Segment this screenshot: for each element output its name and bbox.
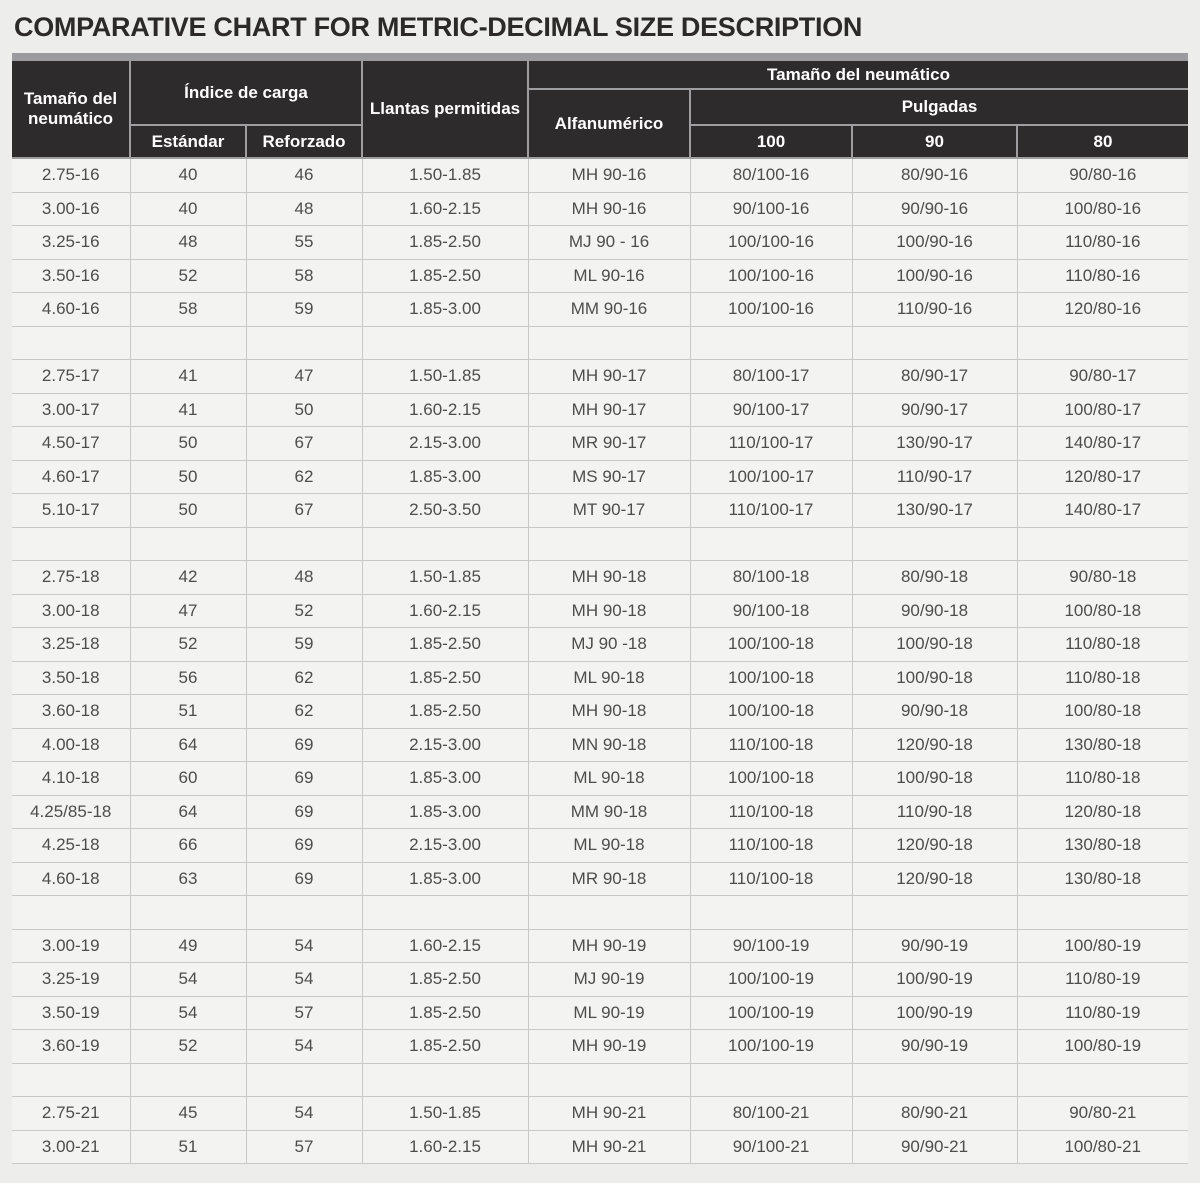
header-standard: Estándar <box>130 125 246 158</box>
table-cell: 90/90-16 <box>852 192 1017 226</box>
table-cell: 3.00-17 <box>12 393 130 427</box>
table-top-strip <box>12 53 1188 61</box>
table-cell: 120/90-18 <box>852 829 1017 863</box>
table-cell: 4.00-18 <box>12 728 130 762</box>
table-cell: 1.85-2.50 <box>362 628 528 662</box>
table-cell: 46 <box>246 158 362 192</box>
table-cell: 90/90-18 <box>852 594 1017 628</box>
table-cell: 90/100-19 <box>690 929 852 963</box>
table-row <box>12 158 1188 192</box>
table-cell: 100/90-19 <box>852 996 1017 1030</box>
table-cell: 3.25-18 <box>12 628 130 662</box>
table-cell: 120/80-18 <box>1017 795 1188 829</box>
table-cell: 100/100-19 <box>690 996 852 1030</box>
table-cell: 1.85-2.50 <box>362 963 528 997</box>
table-cell: 59 <box>246 293 362 327</box>
table-cell: 110/80-18 <box>1017 762 1188 796</box>
table-cell: 110/80-19 <box>1017 996 1188 1030</box>
table-cell: 48 <box>130 226 246 260</box>
table-cell: 110/100-17 <box>690 494 852 528</box>
table-cell: 2.15-3.00 <box>362 728 528 762</box>
table-cell: MR 90-18 <box>528 862 690 896</box>
table-cell: 110/90-17 <box>852 460 1017 494</box>
table-cell: 4.60-16 <box>12 293 130 327</box>
spacer-cell <box>852 1063 1017 1097</box>
table-cell: 110/90-18 <box>852 795 1017 829</box>
table-cell: 90/80-17 <box>1017 360 1188 394</box>
spacer-cell <box>362 326 528 360</box>
table-cell: 110/100-17 <box>690 427 852 461</box>
table-cell: 120/80-16 <box>1017 293 1188 327</box>
table-cell: 100/100-19 <box>690 1030 852 1064</box>
table-cell: MJ 90 - 16 <box>528 226 690 260</box>
table-cell: MH 90-19 <box>528 1030 690 1064</box>
table-row <box>12 762 1188 796</box>
header-inch-80: 80 <box>1017 125 1188 158</box>
table-cell: 54 <box>246 963 362 997</box>
table-cell: 3.25-16 <box>12 226 130 260</box>
table-cell: 2.15-3.00 <box>362 829 528 863</box>
table-cell: 100/100-16 <box>690 293 852 327</box>
table-cell: 100/80-16 <box>1017 192 1188 226</box>
spacer-cell <box>12 1063 130 1097</box>
table-cell: MJ 90 -18 <box>528 628 690 662</box>
table-cell: MH 90-18 <box>528 561 690 595</box>
table-cell: 3.00-19 <box>12 929 130 963</box>
table-cell: 54 <box>246 1097 362 1131</box>
table-row <box>12 393 1188 427</box>
table-cell: 130/80-18 <box>1017 862 1188 896</box>
table-cell: 4.60-17 <box>12 460 130 494</box>
table-row <box>12 1030 1188 1064</box>
table-row <box>12 862 1188 896</box>
table-header <box>12 61 1188 158</box>
spacer-cell <box>362 527 528 561</box>
table-cell: 42 <box>130 561 246 595</box>
table-cell: 56 <box>130 661 246 695</box>
table-cell: 100/80-18 <box>1017 594 1188 628</box>
table-cell: 48 <box>246 192 362 226</box>
table-cell: MN 90-18 <box>528 728 690 762</box>
table-cell: 100/90-16 <box>852 226 1017 260</box>
table-cell: 100/100-18 <box>690 762 852 796</box>
table-cell: 50 <box>130 460 246 494</box>
table-row <box>12 661 1188 695</box>
table-cell: 130/90-17 <box>852 494 1017 528</box>
table-cell: 1.60-2.15 <box>362 594 528 628</box>
table-cell: 110/80-16 <box>1017 259 1188 293</box>
header-tire-size: Tamaño del neumático <box>12 61 130 158</box>
table-cell: MH 90-18 <box>528 594 690 628</box>
table-cell: 80/100-16 <box>690 158 852 192</box>
table-cell: 100/90-18 <box>852 762 1017 796</box>
table-cell: 90/90-21 <box>852 1130 1017 1164</box>
table-cell: 130/80-18 <box>1017 728 1188 762</box>
table-cell: 54 <box>246 929 362 963</box>
table-row <box>12 226 1188 260</box>
table-cell: MS 90-17 <box>528 460 690 494</box>
table-cell: 3.50-16 <box>12 259 130 293</box>
table-cell: 110/80-19 <box>1017 963 1188 997</box>
table-cell: MR 90-17 <box>528 427 690 461</box>
spacer-cell <box>362 896 528 930</box>
header-alphanumeric: Alfanumérico <box>528 89 690 158</box>
table-cell: 3.50-18 <box>12 661 130 695</box>
table-cell: 110/100-18 <box>690 795 852 829</box>
table-cell: 1.50-1.85 <box>362 360 528 394</box>
spacer-cell <box>246 326 362 360</box>
table-cell: 100/100-16 <box>690 259 852 293</box>
table-row <box>12 192 1188 226</box>
spacer-cell <box>528 1063 690 1097</box>
table-cell: 1.85-2.50 <box>362 259 528 293</box>
table-cell: MH 90-21 <box>528 1097 690 1131</box>
table-cell: 54 <box>246 1030 362 1064</box>
spacer-cell <box>12 896 130 930</box>
header-inch-90: 90 <box>852 125 1017 158</box>
table-cell: 110/100-18 <box>690 829 852 863</box>
table-cell: 4.25-18 <box>12 829 130 863</box>
table-cell: 1.60-2.15 <box>362 929 528 963</box>
table-cell: 3.00-18 <box>12 594 130 628</box>
table-cell: 52 <box>130 628 246 662</box>
table-cell: 1.85-3.00 <box>362 795 528 829</box>
table-cell: 110/100-18 <box>690 728 852 762</box>
table-cell: 51 <box>130 1130 246 1164</box>
table-cell: 100/90-16 <box>852 259 1017 293</box>
table-cell: 64 <box>130 795 246 829</box>
table-cell: 4.50-17 <box>12 427 130 461</box>
table-cell: 90/100-16 <box>690 192 852 226</box>
table-cell: 47 <box>130 594 246 628</box>
table-cell: 69 <box>246 862 362 896</box>
table-row <box>12 561 1188 595</box>
table-cell: MH 90-21 <box>528 1130 690 1164</box>
table-cell: 50 <box>246 393 362 427</box>
table-row <box>12 628 1188 662</box>
table-cell: 54 <box>130 996 246 1030</box>
table-cell: 90/90-19 <box>852 929 1017 963</box>
spacer-cell <box>690 326 852 360</box>
spacer-cell <box>690 527 852 561</box>
table-cell: 110/80-18 <box>1017 628 1188 662</box>
spacer-cell <box>130 527 246 561</box>
table-cell: 59 <box>246 628 362 662</box>
table-cell: 90/100-21 <box>690 1130 852 1164</box>
spacer-cell <box>246 896 362 930</box>
table-cell: 62 <box>246 460 362 494</box>
table-cell: 90/80-16 <box>1017 158 1188 192</box>
table-cell: 100/80-17 <box>1017 393 1188 427</box>
table-cell: 80/100-21 <box>690 1097 852 1131</box>
table-cell: MT 90-17 <box>528 494 690 528</box>
table-cell: 40 <box>130 192 246 226</box>
table-cell: 1.85-2.50 <box>362 226 528 260</box>
table-cell: 55 <box>246 226 362 260</box>
table-row <box>12 929 1188 963</box>
table-cell: 80/100-18 <box>690 561 852 595</box>
table-cell: 80/90-21 <box>852 1097 1017 1131</box>
spacer-row <box>12 527 1188 561</box>
table-cell: 63 <box>130 862 246 896</box>
table-cell: 64 <box>130 728 246 762</box>
table-cell: 2.15-3.00 <box>362 427 528 461</box>
table-cell: 48 <box>246 561 362 595</box>
table-cell: 60 <box>130 762 246 796</box>
table-cell: 5.10-17 <box>12 494 130 528</box>
table-cell: 52 <box>130 1030 246 1064</box>
table-cell: 57 <box>246 996 362 1030</box>
table-cell: 130/90-17 <box>852 427 1017 461</box>
table-cell: 4.60-18 <box>12 862 130 896</box>
spacer-cell <box>852 527 1017 561</box>
table-cell: 140/80-17 <box>1017 427 1188 461</box>
table-body <box>12 158 1188 1164</box>
table-cell: 110/90-16 <box>852 293 1017 327</box>
table-cell: 2.75-17 <box>12 360 130 394</box>
spacer-cell <box>852 896 1017 930</box>
table-cell: 49 <box>130 929 246 963</box>
table-cell: 3.00-21 <box>12 1130 130 1164</box>
table-cell: MH 90-17 <box>528 393 690 427</box>
spacer-cell <box>1017 326 1188 360</box>
table-cell: 100/100-16 <box>690 226 852 260</box>
table-row <box>12 494 1188 528</box>
table-cell: 100/100-19 <box>690 963 852 997</box>
header-inch-100: 100 <box>690 125 852 158</box>
table-cell: 1.50-1.85 <box>362 561 528 595</box>
table-cell: 3.50-19 <box>12 996 130 1030</box>
table-cell: 120/80-17 <box>1017 460 1188 494</box>
table-cell: 1.85-3.00 <box>362 460 528 494</box>
table-cell: 62 <box>246 661 362 695</box>
spacer-cell <box>690 896 852 930</box>
table-cell: 4.25/85-18 <box>12 795 130 829</box>
table-cell: 41 <box>130 360 246 394</box>
spacer-cell <box>1017 1063 1188 1097</box>
table-cell: 47 <box>246 360 362 394</box>
table-cell: 1.60-2.15 <box>362 393 528 427</box>
table-cell: 100/90-18 <box>852 661 1017 695</box>
header-rims-allowed: Llantas permitidas <box>362 61 528 158</box>
table-cell: 52 <box>130 259 246 293</box>
table-cell: 67 <box>246 494 362 528</box>
spacer-cell <box>852 326 1017 360</box>
table-cell: 1.85-2.50 <box>362 1030 528 1064</box>
table-row <box>12 293 1188 327</box>
spacer-cell <box>130 1063 246 1097</box>
table-cell: 130/80-18 <box>1017 829 1188 863</box>
table-cell: 120/90-18 <box>852 862 1017 896</box>
table-row <box>12 963 1188 997</box>
table-cell: 1.50-1.85 <box>362 158 528 192</box>
table-row <box>12 360 1188 394</box>
table-cell: 90/80-18 <box>1017 561 1188 595</box>
table-cell: 100/80-18 <box>1017 695 1188 729</box>
table-cell: 90/90-18 <box>852 695 1017 729</box>
spacer-cell <box>12 326 130 360</box>
spacer-cell <box>130 326 246 360</box>
table-cell: 3.25-19 <box>12 963 130 997</box>
table-cell: 58 <box>246 259 362 293</box>
table-row <box>12 259 1188 293</box>
table-cell: 57 <box>246 1130 362 1164</box>
table-cell: 69 <box>246 829 362 863</box>
table-cell: 120/90-18 <box>852 728 1017 762</box>
table-cell: 100/100-18 <box>690 661 852 695</box>
table-cell: 100/100-18 <box>690 695 852 729</box>
table-cell: 3.60-19 <box>12 1030 130 1064</box>
table-cell: 1.60-2.15 <box>362 192 528 226</box>
table-cell: 54 <box>130 963 246 997</box>
table-cell: 1.85-3.00 <box>362 293 528 327</box>
table-row <box>12 728 1188 762</box>
header-reinforced: Reforzado <box>246 125 362 158</box>
table-cell: 80/90-17 <box>852 360 1017 394</box>
table-cell: 2.75-21 <box>12 1097 130 1131</box>
table-cell: 80/90-16 <box>852 158 1017 192</box>
table-row <box>12 695 1188 729</box>
table-cell: 100/100-17 <box>690 460 852 494</box>
table-cell: 90/90-19 <box>852 1030 1017 1064</box>
table-cell: MH 90-16 <box>528 158 690 192</box>
table-cell: 100/80-21 <box>1017 1130 1188 1164</box>
table-cell: 62 <box>246 695 362 729</box>
table-cell: 52 <box>246 594 362 628</box>
table-cell: 1.85-2.50 <box>362 661 528 695</box>
spacer-cell <box>362 1063 528 1097</box>
table-cell: 2.75-18 <box>12 561 130 595</box>
table-cell: ML 90-18 <box>528 829 690 863</box>
table-cell: 1.50-1.85 <box>362 1097 528 1131</box>
spacer-cell <box>246 527 362 561</box>
page-title: COMPARATIVE CHART FOR METRIC-DECIMAL SIZE DESCRIPTION <box>14 12 863 42</box>
table-cell: 50 <box>130 494 246 528</box>
spacer-row <box>12 1063 1188 1097</box>
table-cell: 66 <box>130 829 246 863</box>
table-cell: 100/90-18 <box>852 628 1017 662</box>
table-cell: MH 90-17 <box>528 360 690 394</box>
spacer-cell <box>528 527 690 561</box>
table-row <box>12 1130 1188 1164</box>
table-row <box>12 996 1188 1030</box>
table-cell: 1.85-2.50 <box>362 996 528 1030</box>
table-cell: 90/100-18 <box>690 594 852 628</box>
table-cell: 67 <box>246 427 362 461</box>
table-cell: 3.00-16 <box>12 192 130 226</box>
table-cell: MM 90-16 <box>528 293 690 327</box>
table-cell: 45 <box>130 1097 246 1131</box>
table-cell: MH 90-19 <box>528 929 690 963</box>
table-cell: 50 <box>130 427 246 461</box>
header-load-index: Índice de carga <box>130 61 362 125</box>
table-cell: 69 <box>246 762 362 796</box>
table-cell: ML 90-16 <box>528 259 690 293</box>
table-row <box>12 460 1188 494</box>
spacer-cell <box>528 896 690 930</box>
table-cell: 110/80-16 <box>1017 226 1188 260</box>
table-cell: 90/80-21 <box>1017 1097 1188 1131</box>
table-cell: 110/80-18 <box>1017 661 1188 695</box>
header-inches: Pulgadas <box>690 89 1188 125</box>
table-cell: 80/90-18 <box>852 561 1017 595</box>
spacer-cell <box>690 1063 852 1097</box>
header-tire-size-group: Tamaño del neumático <box>528 61 1188 89</box>
table-row <box>12 829 1188 863</box>
table-cell: 2.50-3.50 <box>362 494 528 528</box>
table-cell: 51 <box>130 695 246 729</box>
spacer-cell <box>246 1063 362 1097</box>
spacer-cell <box>1017 896 1188 930</box>
table-row <box>12 1097 1188 1131</box>
table-cell: 1.85-3.00 <box>362 762 528 796</box>
comparative-table <box>12 61 1188 1164</box>
table-cell: 100/80-19 <box>1017 1030 1188 1064</box>
table-row <box>12 795 1188 829</box>
table-cell: MM 90-18 <box>528 795 690 829</box>
table-cell: ML 90-18 <box>528 762 690 796</box>
table-row <box>12 427 1188 461</box>
table-cell: 3.60-18 <box>12 695 130 729</box>
table-cell: ML 90-18 <box>528 661 690 695</box>
table-cell: 4.10-18 <box>12 762 130 796</box>
spacer-row <box>12 896 1188 930</box>
spacer-cell <box>528 326 690 360</box>
table-cell: 1.85-3.00 <box>362 862 528 896</box>
spacer-cell <box>1017 527 1188 561</box>
table-cell: 90/100-17 <box>690 393 852 427</box>
table-cell: 100/100-18 <box>690 628 852 662</box>
table-cell: 41 <box>130 393 246 427</box>
table-cell: MJ 90-19 <box>528 963 690 997</box>
table-cell: 140/80-17 <box>1017 494 1188 528</box>
table-cell: 69 <box>246 728 362 762</box>
table-cell: 1.60-2.15 <box>362 1130 528 1164</box>
table-cell: 58 <box>130 293 246 327</box>
table-cell: ML 90-19 <box>528 996 690 1030</box>
table-cell: 2.75-16 <box>12 158 130 192</box>
table-cell: 110/100-18 <box>690 862 852 896</box>
table-cell: 40 <box>130 158 246 192</box>
table-cell: 1.85-2.50 <box>362 695 528 729</box>
table-cell: 100/90-19 <box>852 963 1017 997</box>
spacer-cell <box>12 527 130 561</box>
table-cell: 69 <box>246 795 362 829</box>
table-cell: MH 90-18 <box>528 695 690 729</box>
spacer-cell <box>130 896 246 930</box>
table-cell: MH 90-16 <box>528 192 690 226</box>
table-cell: 100/80-19 <box>1017 929 1188 963</box>
table-row <box>12 594 1188 628</box>
table-cell: 90/90-17 <box>852 393 1017 427</box>
table-cell: 80/100-17 <box>690 360 852 394</box>
spacer-row <box>12 326 1188 360</box>
